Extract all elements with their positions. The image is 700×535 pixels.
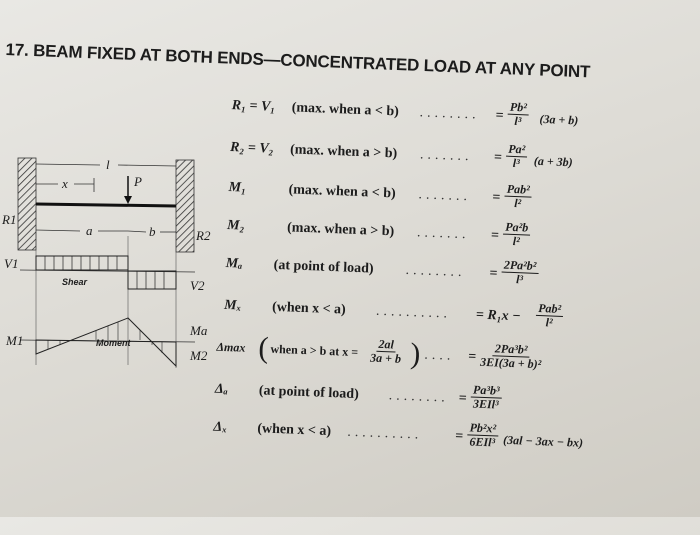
length-label: l	[106, 157, 110, 172]
a-label: a	[86, 223, 93, 238]
formula-tail: (a + 3b)	[533, 153, 573, 170]
formula-dots: ........	[405, 262, 466, 281]
formula-fraction: $\frac{\text{Pb²}}{\text{l³}}$	[507, 101, 529, 129]
formula-condition: (max. when a < b)	[288, 182, 396, 202]
v2-label: V2	[190, 278, 205, 293]
formula-tail: (3al − 3ax − bx)	[502, 432, 584, 450]
formula-row: R₂ = V₂ (max. when a > b) ....... = $\frac{\text{Pa²}}{\text{l³}}$ (a + 3b)	[229, 140, 573, 171]
m1-label: M1	[6, 333, 24, 348]
formula-row: Δₓ (when x < a) .......... = Pb²x² 6EIl³ (3al − 3ax − bx)	[213, 419, 584, 450]
formula-prefix: = R₁x −	[475, 307, 521, 325]
formula-symbol: Δₓ	[213, 419, 228, 436]
b-label: b	[149, 224, 156, 239]
condition-fraction: $\frac{2al}{3a + b}$	[369, 336, 402, 366]
formula-fraction: Pab² l²	[535, 302, 563, 330]
formula-dots: ........	[388, 388, 450, 406]
formula-condition: (when x < a)	[257, 421, 332, 440]
m2-label: M2	[190, 348, 208, 363]
formula-condition: when a > b at x =	[270, 341, 359, 360]
formula-row: Mₐ (at point of load) ........ = $\frac{\text{2Pa²b²}}{\text{l³}}$	[225, 255, 537, 287]
formula-dots: ..........	[375, 303, 452, 322]
r2-label: R2	[196, 228, 211, 243]
formula-fraction: $\frac{\text{2Pa³b²}}{\text{3EI(3a + b)²}}$	[479, 341, 542, 372]
formula-fraction: $\frac{\text{Pa²}}{\text{l³}}$	[506, 143, 528, 171]
formula-fraction: Pa³b³ 3EIl³	[472, 382, 500, 412]
formula-row: Δmax ( when a > b at x = $\frac{2al}{3a + b}$ ) .... = $\frac{\text{2Pa³b²}}{\text{3EI(3a + b)²}}$	[216, 331, 542, 372]
formula-row: M₂ (max. when a > b) ....... = $\frac{\text{Pa²b}}{\text{l²}}$	[226, 217, 529, 249]
formula-condition: (at point of load)	[273, 257, 374, 277]
formula-symbol: Δmax	[216, 339, 246, 355]
formula-row	[0, 289, 692, 338]
formula-row: Δₐ (at point of load) ........ = Pa³b³ 3EIl³	[214, 381, 500, 412]
shear-label: Shear	[62, 277, 88, 287]
formula-symbol: Mₓ	[223, 297, 242, 314]
load-label: P	[134, 174, 142, 189]
formula-row: M₁ (max. when a < b) ....... = Pab² l²	[228, 180, 530, 211]
x-label: x	[62, 176, 68, 191]
formula-row: R₁ = V₁ (max. when a < b) ........ = $\frac{\text{Pb²}}{\text{l³}}$ (3a + b)	[231, 98, 579, 129]
ma-label: Ma	[190, 323, 208, 338]
formula-symbol: Mₐ	[225, 255, 243, 272]
formula-symbol: M₁	[228, 180, 247, 196]
formula-symbol: R₂ = V₂	[229, 140, 274, 157]
formula-fraction: $\frac{\text{2Pa²b²}}{\text{l³}}$	[501, 259, 539, 287]
formula-symbol: Δₐ	[214, 381, 229, 398]
formula-fraction: $\frac{\text{Pa²b}}{\text{l²}}$	[503, 221, 531, 249]
formula-condition: (max. when a < b)	[291, 100, 400, 120]
formula-dots: ........	[419, 105, 480, 123]
formula-condition: (max. when a > b)	[286, 220, 395, 240]
formula-fraction: Pab² l²	[504, 183, 532, 211]
formula-symbol: R₁ = V₁	[231, 98, 276, 115]
formula-condition: (max. when a > b)	[289, 142, 398, 162]
formula-condition: (when x < a)	[271, 299, 347, 318]
v1-label: V1	[4, 256, 19, 271]
formula-dots: .......	[418, 187, 472, 205]
formula-dots: .......	[416, 225, 470, 243]
formula-fraction: Pb²x² 6EIl³	[469, 420, 497, 450]
formula-symbol: M₂	[226, 217, 245, 234]
formula-dots: ..........	[347, 424, 423, 443]
r1-label: R1	[2, 212, 17, 227]
formula-tail: (3a + b)	[539, 111, 579, 128]
formula-dots: ....	[424, 347, 455, 364]
formula-condition: (at point of load)	[258, 383, 360, 403]
page-title: 17. BEAM FIXED AT BOTH ENDS—CONCENTRATED LOAD AT ANY POINT	[5, 40, 591, 82]
formula-dots: .......	[419, 147, 473, 165]
moment-label: Moment	[96, 338, 131, 348]
